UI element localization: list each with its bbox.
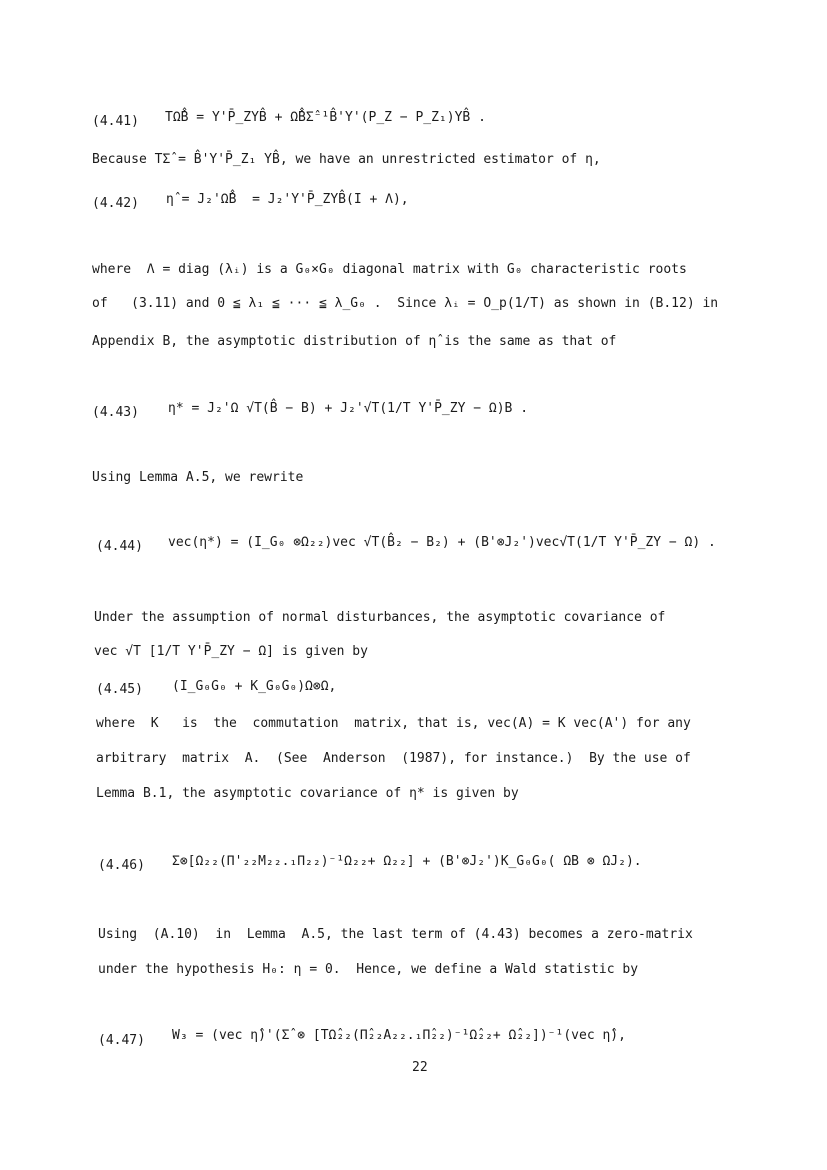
paragraph-line: where Λ = diag (λᵢ) is a G₀×G₀ diagonal matrix with G₀ characteristic roots — [92, 262, 687, 277]
paragraph-line: where K is the commutation matrix, that is, vec(A) = K vec(A') for any — [96, 716, 691, 731]
page-number: 22 — [412, 1060, 428, 1075]
eq-number-4-42: (4.42) — [92, 196, 139, 211]
eq-number-4-41: (4.41) — [92, 114, 139, 129]
equation-4-42: η̂ = J₂'Ω̂B̂ = J₂'Y'P̄_ZYB̂(I + Λ), — [166, 192, 409, 207]
eq-number-4-47: (4.47) — [98, 1033, 145, 1048]
equation-4-45: (I_G₀G₀ + K_G₀G₀)Ω⊗Ω, — [172, 679, 337, 694]
equation-4-44: vec(η*) = (I_G₀ ⊗Ω₂₂)vec √T(B̂₂ − B₂) + (B'⊗J₂')vec√T(1/T Y'P̄_ZY − Ω) . — [168, 535, 716, 550]
paragraph-line: under the hypothesis H₀: η = 0. Hence, we define a Wald statistic by — [98, 962, 639, 977]
eq-number-4-43: (4.43) — [92, 405, 139, 420]
paragraph-line: vec √T [1/T Y'P̄_ZY − Ω] is given by — [94, 644, 368, 659]
paragraph-line: Appendix B, the asymptotic distribution of η̂ is the same as that of — [92, 334, 617, 349]
eq-number-4-45: (4.45) — [96, 682, 143, 697]
paragraph-line: Using (A.10) in Lemma A.5, the last term of (4.43) becomes a zero-matrix — [98, 927, 693, 942]
equation-4-43: η* = J₂'Ω √T(B̂ − B) + J₂'√T(1/T Y'P̄_ZY − Ω)B . — [168, 401, 529, 416]
eq-number-4-46: (4.46) — [98, 858, 145, 873]
eq-number-4-44: (4.44) — [96, 539, 143, 554]
equation-4-46: Σ⊗[Ω₂₂(Π'₂₂M₂₂.₁Π₂₂)⁻¹Ω₂₂+ Ω₂₂] + (B'⊗J₂')K_G₀G₀( ΩB ⊗ ΩJ₂). — [172, 854, 642, 869]
paragraph-line: Using Lemma A.5, we rewrite — [92, 470, 304, 485]
paragraph-line: of (3.11) and 0 ≦ λ₁ ≦ ··· ≦ λ_G₀ . Since λᵢ = O_p(1/T) as shown in (B.12) in — [92, 296, 719, 311]
paragraph-line: Because TΣ̂ = B̂'Y'P̄_Z₁ YB̂, we have an unrestricted estimator of η, — [92, 152, 601, 167]
paragraph-line: arbitrary matrix A. (See Anderson (1987), for instance.) By the use of — [96, 751, 691, 766]
equation-4-47: W₃ = (vec η̂)'(Σ̂ ⊗ [TΩ̂₂₂(Π̂₂₂A₂₂.₁Π̂₂₂)⁻¹Ω̂₂₂+ Ω̂₂₂])⁻¹(vec η̂), — [172, 1028, 626, 1043]
paragraph-line: Lemma B.1, the asymptotic covariance of η* is given by — [96, 786, 519, 801]
equation-4-41: TΩ̂B̂ = Y'P̄_ZYB̂ + Ω̂B̂Σ̂⁻¹B̂'Y'(P_Z − P_Z₁)YB̂ . — [165, 110, 486, 125]
paragraph-line: Under the assumption of normal disturbances, the asymptotic covariance of — [94, 610, 666, 625]
